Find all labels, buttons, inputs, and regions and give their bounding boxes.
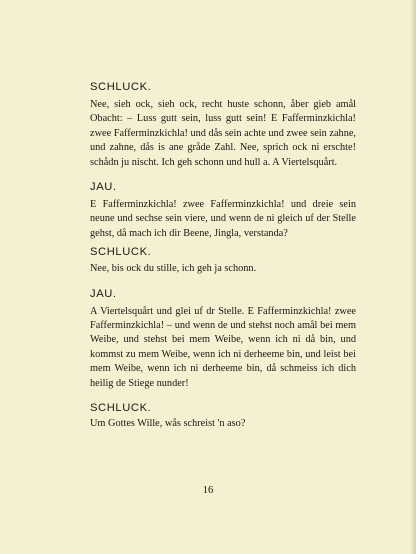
speech-paragraph: A Viertelsquårt und glei uf dr Stelle. E Fafferminzkichla! zwee Fafferminzkichla! – und wenn de und stehst noch amål bei mem Weibe, und stehst bei mem Weibe, wenn ich ni då bin, und kommst zu mem Weibe, wenn ich ni derheeme bin, und leist bei mem Weibe, wenn ich ni derheeme bin, då schmeiss ich dich heilig de Stiege nunder! [90,305,356,389]
speaker-name: JAU. [90,181,117,194]
speech-paragraph: Um Gottes Wille, wås schreist 'n aso? [90,418,246,430]
speech-paragraph: Nee, sieh ock, sieh ock, recht huste schonn, åber gieb amål Obacht: – Luss gutt sein, luss gutt sein! E Fafferminzkichla! zwee Fafferminzkichla! und dås sein achte und zwee sein zahne, und zahne, dås is ane gråde Zahl. Nee, sprich ock ni erschte! schådn ju nischt. Ich geh schonn und hull a. A Viertelsquårt. [90,99,356,168]
speaker-name: SCHLUCK. [90,402,152,415]
dialogue-text-block [90,80,356,432]
page-number: 16 [202,485,214,496]
speaker-name: SCHLUCK. [90,246,152,259]
speech-paragraph: Nee, bis ock du stille, ich geh ja schonn. [90,263,257,275]
speech-paragraph: E Fafferminzkichla! zwee Fafferminzkichla! und dreie sein neune und sechse sein viere, und wenn de ni gleich uf der Stelle gehst, då mach ich dir Beene, Jingla, verstanda? [90,199,356,239]
speaker-name: SCHLUCK. [90,81,152,93]
speaker-name: JAU. [90,287,117,300]
page-edge-shadow [410,0,416,554]
